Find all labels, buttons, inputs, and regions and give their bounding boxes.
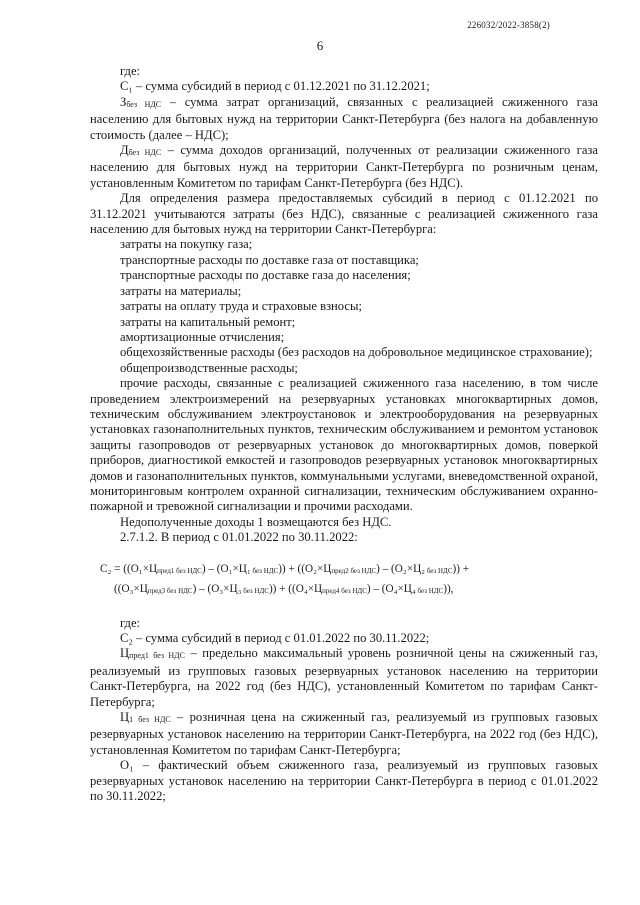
cost-item: затраты на покупку газа; bbox=[120, 237, 253, 252]
symbol-cpred-subscript: пред1 без НДС bbox=[129, 651, 185, 661]
cost-item: транспортные расходы по доставке газа от поставщика; bbox=[120, 252, 419, 267]
subsidy-formula bbox=[90, 560, 598, 600]
symbol-z-subscript: без НДС bbox=[126, 99, 162, 109]
cost-item: общепроизводственные расходы; bbox=[120, 360, 298, 375]
symbol-d: Д bbox=[120, 143, 129, 158]
definition-o1: О₁ – фактический объем сжиженного газа, реализуемый из групповых газовых резервуарных установок населению на территории Санкт-Петербурга в период с 01.01.2022 по 30.11.2022; bbox=[90, 758, 598, 804]
symbol-d-subscript: без НДС bbox=[128, 148, 162, 158]
cost-item: транспортные расходы по доставке газа до населения; bbox=[120, 268, 411, 283]
cost-item: затраты на оплату труда и страховые взносы; bbox=[120, 299, 362, 314]
definition-c2: С₂ – сумма субсидий в период с 01.01.2022 по 30.11.2022; bbox=[120, 631, 430, 645]
definition-c1-price-text: – розничная цена на сжиженный газ, реализуемый из групповых газовых резервуарных установок населению на территории Санкт-Петербурга, на 2022 год (без НДС), установленная Комитетом по тарифам Санкт-Петербурга; bbox=[90, 710, 598, 757]
formula-line-2: ((О₃×Цпред3 без НДС) – (О₃×Ц₃ без НДС)) + ((О₄×Цпред4 без НДС) – (О₄×Ц₄ без НДС)), bbox=[114, 582, 454, 595]
cost-item: затраты на капитальный ремонт; bbox=[120, 314, 296, 329]
cost-item: прочие расходы, связанные с реализацией сжиженного газа населению, в том числе проведением электроизмерений на резервуарных установках многоквартирных домов, техническим обслуживанием электроустановок и электрооборудования на резервуарных установках газонаполнительных пунктов, техническим обслуживанием и ремонтом установок защиты газопроводов от резервуарных установок до многоквартирных домов, поверкой приборов, диагностикой емкостей и газопроводов резервуарных установок многоквартирных домов и газонаполнительных пунктов, коммунальными услугами, вневедомственной охраной, мониторинговым контролем охранной сигнализации, техническим обслуживанием охранно-пожарной и тревожной сигнализации и прочими расходами. bbox=[90, 376, 598, 514]
symbol-c1-price-subscript: 1 без НДС bbox=[129, 715, 171, 725]
cost-item: затраты на материалы; bbox=[120, 283, 242, 298]
definition-z bbox=[90, 95, 598, 143]
lost-income-note: Недополученные доходы 1 возмещаются без НДС. bbox=[120, 514, 392, 529]
document-id: 226032/2022-3858(2) bbox=[467, 20, 550, 30]
formula-line-1: С₂ = ((О₁×Цпред1 без НДС) – (О₁×Ц₁ без НДС)) + ((О₂×Цпред2 без НДС) – (О₂×Ц₂ без НДС)) + bbox=[100, 562, 470, 575]
where-label: где: bbox=[120, 615, 141, 630]
symbol-c1-price: Ц bbox=[120, 710, 130, 725]
definition-c1-price bbox=[90, 710, 598, 758]
cost-item: общехозяйственные расходы (без расходов на добровольное медицинское страхование); bbox=[120, 345, 593, 360]
where-label: где: bbox=[120, 64, 141, 78]
symbol-z: З bbox=[120, 94, 127, 109]
definition-c1: С₁ – сумма субсидий в период с 01.12.2021 по 31.12.2021; bbox=[120, 79, 430, 94]
definition-cpred bbox=[90, 646, 598, 710]
definition-d bbox=[90, 143, 598, 191]
definition-cpred-text: – предельно максимальный уровень розничной цены на сжиженный газ, реализуемый из групповых газовых резервуарных установок населению на территории Санкт-Петербурга, на 2022 год (без НДС), установленный Комитетом по тарифам Санкт-Петербурга; bbox=[90, 646, 598, 709]
definition-d-text: – сумма доходов организаций, полученных от реализации сжиженного газа населению для бытовых нужд на территории Санкт-Петербурга по розничным ценам, установленным Комитетом по тарифам Санкт-Петербурга (без НДС). bbox=[90, 143, 599, 190]
document-body bbox=[90, 64, 598, 804]
page-number: 6 bbox=[316, 38, 324, 53]
costs-intro: Для определения размера предоставляемых субсидий в период с 01.12.2021 по 31.12.2021 учитываются затраты (без НДС), связанные с реализацией сжиженного газа населению для бытовых нужд на территории Санкт-Петербурга: bbox=[90, 191, 598, 237]
cost-item: амортизационные отчисления; bbox=[120, 329, 285, 344]
definition-z-text: – сумма затрат организаций, связанных с реализацией сжиженного газа населению для бытовых нужд на территории Санкт-Петербурга (без налога на добавленную стоимость (далее – НДС); bbox=[90, 94, 598, 142]
period-heading: 2.7.1.2. В период с 01.01.2022 по 30.11.2022: bbox=[120, 530, 358, 545]
symbol-cpred: Ц bbox=[120, 646, 130, 661]
